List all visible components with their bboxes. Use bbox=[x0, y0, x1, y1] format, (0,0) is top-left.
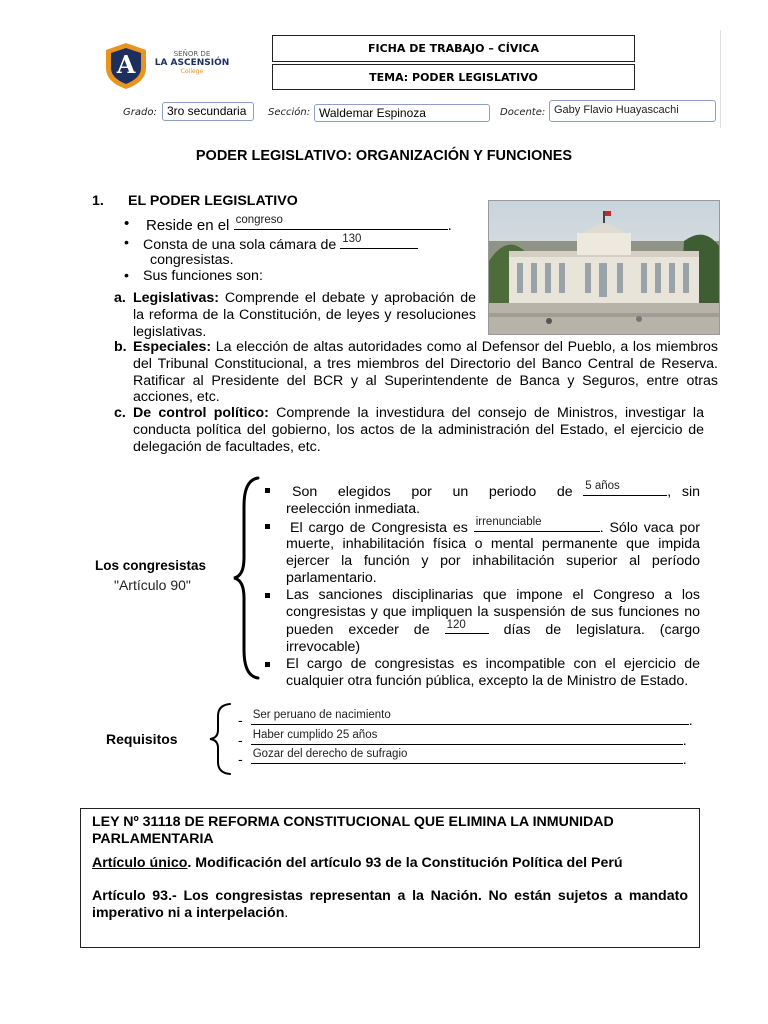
bullet-reside-text: Reside en el bbox=[146, 217, 230, 234]
cargo-text-end: . Sólo vaca por muerte, inhabilitación física o mental permanente que impida ejercer la función y por inhabilitación superior al período parlamentario. bbox=[286, 519, 700, 586]
sanciones-answer: 120 bbox=[446, 618, 466, 631]
funcion-c bbox=[114, 405, 704, 455]
requisito-blank-2[interactable] bbox=[251, 731, 683, 745]
cargo-blank[interactable] bbox=[474, 515, 600, 532]
requisito-row-3: - Gozar del derecho de sufragio . bbox=[238, 748, 687, 768]
funcion-a-title: Legislativas: bbox=[133, 290, 219, 306]
school-line3: College bbox=[180, 68, 204, 75]
requisito-answer-3: Gozar del derecho de sufragio bbox=[252, 748, 408, 761]
ley-title: LEY Nº 31118 DE REFORMA CONSTITUCIONAL QUE ELIMINA LA INMUNIDAD PARLAMENTARIA bbox=[92, 814, 614, 847]
grado-field[interactable]: 3ro secundaria bbox=[162, 102, 254, 121]
articulo-93 bbox=[92, 888, 688, 922]
school-line1: SEÑOR DE bbox=[173, 50, 211, 58]
sanciones-blank[interactable] bbox=[445, 620, 489, 634]
ficha-box bbox=[272, 35, 635, 62]
congress-photo bbox=[488, 200, 720, 335]
funcion-a bbox=[114, 290, 476, 340]
requisitos-label: Requisitos bbox=[106, 731, 178, 747]
bullet-funciones-text: Sus funciones son: bbox=[143, 268, 263, 284]
funcion-b-title: Especiales: bbox=[133, 339, 212, 355]
requisito-row-1: - Ser peruano de nacimiento . bbox=[238, 709, 693, 729]
incompatible-text: El cargo de congresistas es incompatible con el ejercicio de cualquier otra función pública, excepto la de Ministro de Estado. bbox=[286, 655, 700, 689]
school-logo bbox=[104, 42, 148, 90]
camara-answer: 130 bbox=[342, 233, 362, 246]
cargo-text: El cargo de Congresista es bbox=[290, 519, 468, 536]
funcion-c-letter: c. bbox=[114, 405, 126, 421]
bullet-consta-text: Consta de una sola cámara de bbox=[143, 237, 337, 253]
articulo-93-end: . bbox=[284, 905, 289, 921]
periodo-blank[interactable] bbox=[583, 482, 667, 496]
articulo-unico-underlined: Artículo único bbox=[92, 855, 188, 871]
congresistas-item bbox=[262, 656, 700, 690]
congress-building-image bbox=[489, 201, 719, 334]
cargo-answer: irrenunciable bbox=[475, 515, 542, 528]
tema-box bbox=[272, 64, 635, 90]
periodo-text-end: , sin reelección inmediata. bbox=[286, 484, 700, 517]
congresistas-item bbox=[262, 482, 700, 518]
seccion-field[interactable]: Waldemar Espinoza bbox=[314, 104, 490, 122]
congresistas-brace-icon bbox=[232, 476, 262, 680]
reside-period: . bbox=[447, 217, 452, 234]
docente-field[interactable]: Gaby Flavio Huayascachi bbox=[549, 100, 716, 122]
logo-letter: A bbox=[116, 50, 136, 79]
articulo-93-text: Artículo 93.- Los congresistas representan a la Nación. No están sujetos a mandato imperativo ni a interpelación bbox=[92, 888, 688, 921]
funcion-b-letter: b. bbox=[114, 339, 127, 355]
tema-title: TEMA: PODER LEGISLATIVO bbox=[369, 70, 538, 84]
bullet-consta-cont: congresistas. bbox=[150, 252, 234, 268]
requisito-blank-3[interactable] bbox=[251, 750, 683, 764]
funcion-a-text: Comprende el debate y aprobación de la reforma de la Constitución, de leyes y resoluciones legislativas. bbox=[133, 290, 476, 340]
periodo-answer: 5 años bbox=[585, 480, 620, 493]
funcion-a-letter: a. bbox=[114, 290, 126, 306]
grado-label: Grado: bbox=[123, 107, 157, 118]
reside-answer: congreso bbox=[235, 214, 283, 227]
congresistas-label: Los congresistas bbox=[95, 558, 207, 573]
reside-blank[interactable] bbox=[234, 216, 448, 230]
funcion-c-text: Comprende la investidura del consejo de Ministros, investigar la conducta política del gobierno, los actos de la administración del Estado, el ejercicio de delegación de facultades, etc. bbox=[133, 405, 704, 455]
requisito-answer-2: Haber cumplido 25 años bbox=[252, 729, 378, 742]
requisito-blank-1[interactable] bbox=[251, 711, 689, 725]
requisitos-brace-icon bbox=[208, 702, 232, 776]
seccion-label: Sección: bbox=[268, 107, 311, 118]
requisito-answer-1: Ser peruano de nacimiento bbox=[252, 709, 391, 722]
school-line2: LA ASCENSIÓN bbox=[154, 58, 230, 68]
requisito-row-2: - Haber cumplido 25 años . bbox=[238, 729, 687, 749]
articulo-unico bbox=[92, 855, 688, 872]
funcion-b bbox=[114, 339, 718, 406]
section1-heading: EL PODER LEGISLATIVO bbox=[128, 193, 298, 209]
ley-box bbox=[80, 808, 700, 948]
congresistas-item bbox=[262, 587, 700, 656]
section1-number: 1. bbox=[92, 193, 104, 209]
ficha-title: FICHA DE TRABAJO – CÍVICA bbox=[367, 42, 540, 55]
congresistas-item bbox=[262, 515, 700, 587]
congresistas-list bbox=[262, 482, 700, 690]
camara-blank[interactable] bbox=[340, 235, 418, 249]
congresistas-article: "Artículo 90" bbox=[114, 577, 191, 593]
header-vline bbox=[720, 30, 721, 128]
articulo-unico-rest: . Modificación del artículo 93 de la Constitución Política del Perú bbox=[187, 855, 623, 871]
page-title: PODER LEGISLATIVO: ORGANIZACIÓN Y FUNCIONES bbox=[195, 148, 573, 164]
funcion-c-title: De control político: bbox=[133, 405, 269, 421]
docente-label: Docente: bbox=[500, 107, 546, 118]
funcion-b-text: La elección de altas autoridades como al Defensor del Pueblo, a los miembros del Tribunal Constitucional, a tres miembros del Directorio del Banco Central de Reserva. Ratificar al Presidente del BCR y al Superintendente de Banca y Seguros, entre otras acciones, etc. bbox=[133, 339, 718, 406]
sanciones-text: Las sanciones disciplinarias que impone el Congreso a los congresistas y que impliquen la suspensión de sus funciones no pueden exceder de bbox=[286, 586, 700, 639]
periodo-text: Son elegidos por un periodo de bbox=[292, 484, 573, 500]
school-name bbox=[152, 50, 232, 75]
sanciones-text-end: días de legislatura. (cargo irrevocable) bbox=[286, 622, 700, 656]
